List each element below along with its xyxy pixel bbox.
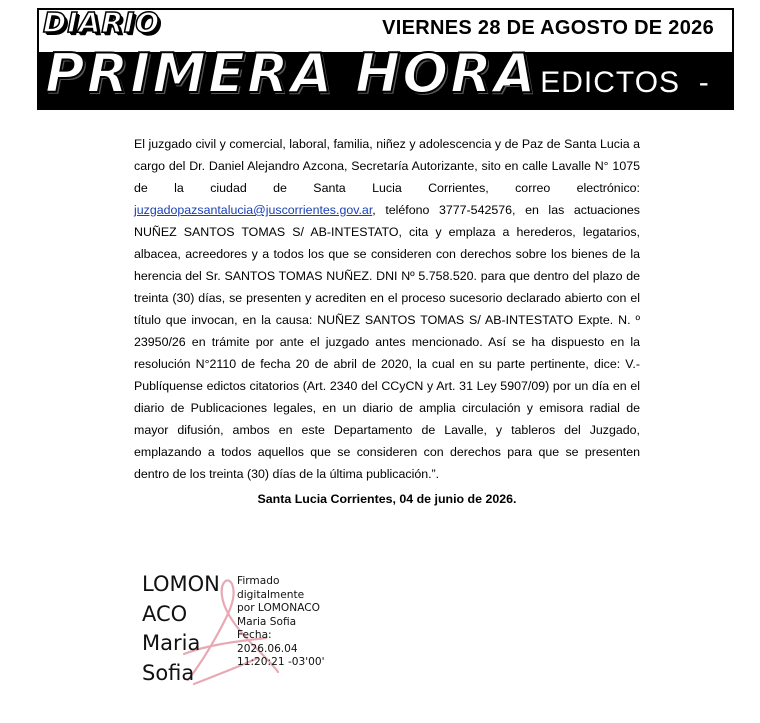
signature-detail-line: por LOMONACO bbox=[237, 602, 320, 614]
digital-signature bbox=[140, 570, 360, 690]
signer-name-line: Sofia bbox=[142, 660, 195, 685]
edict-text-intro: El juzgado civil y comercial, laboral, familia, niñez y adolescencia y de Paz de Santa Lucia a cargo del Dr. Daniel Alejandro Azcona, Secretaría Autorizante, sito en calle Lavalle N° 1075 de la ciudad de Santa Lucia Corrientes, correo electrónico: bbox=[134, 137, 640, 195]
logo-diario: DIARIO bbox=[43, 6, 161, 39]
signature-detail-line: 2026.06.04 bbox=[237, 642, 298, 655]
masthead bbox=[37, 8, 734, 110]
signature-details bbox=[237, 575, 357, 670]
edict-text-main: , teléfono 3777-542576, en las actuaciones NUÑEZ SANTOS TOMAS S/ AB-INTESTATO, cita y emplaza a herederos, legatarios, albacea, acreedores y a todos los que se consideren con derechos sobre los bienes de la herencia del Sr. SANTOS TOMAS NUÑEZ. DNI Nº 5.758.520. para que dentro del plazo de treinta (30) días, se presenten y acrediten en el proceso sucesorio declarado abierto con el título que invocan, en la causa: NUÑEZ SANTOS TOMAS S/ AB-INTESTATO Expte. N. º 23950/26 en trámite por ante el juzgado antes mencionado. Así se ha dispuesto en la resolución N°2110 de fecha 20 de abril de 2020, la cual en su parte pertinente, dice: V.- Publíquense edictos citatorios (Art. 2340 del CCyCN y Art. 31 Ley 5907/09) por un día en el diario de Publicaciones legales, en un diario de amplia circulación y emisora radial de mayor difusión, ambos en este Departamento de Lavalle, y tableros del Juzgado, emplazando a todos aquellos que se consideren con derechos para que se presenten dentro de los treinta (30) días de la última publicación.”. bbox=[134, 203, 640, 481]
signature-detail-line: Fecha: bbox=[237, 629, 272, 641]
issue-date: VIERNES 28 DE AGOSTO DE 2026 bbox=[382, 17, 714, 39]
section-title: - EDICTOS - bbox=[501, 66, 710, 99]
signer-name-line: ACO bbox=[142, 601, 188, 626]
signer-name bbox=[142, 570, 232, 688]
place-and-date: Santa Lucia Corrientes, 04 de junio de 2026. bbox=[257, 492, 517, 506]
signer-name-line: LOMON bbox=[142, 572, 220, 596]
signature-detail-line: Maria Sofia bbox=[237, 615, 297, 628]
court-email-link[interactable]: juzgadopazsantalucia@juscorrientes.gov.ar bbox=[134, 203, 373, 217]
signature-detail-line: digitalmente bbox=[237, 588, 305, 601]
logo-primera-hora: PRIMERA HORA bbox=[45, 42, 538, 105]
signer-name-line: Maria bbox=[142, 631, 201, 655]
signature-detail-line: 11:20:21 -03'00' bbox=[237, 656, 325, 668]
signature-detail-line: Firmado bbox=[237, 575, 280, 587]
edict-body bbox=[134, 133, 640, 485]
